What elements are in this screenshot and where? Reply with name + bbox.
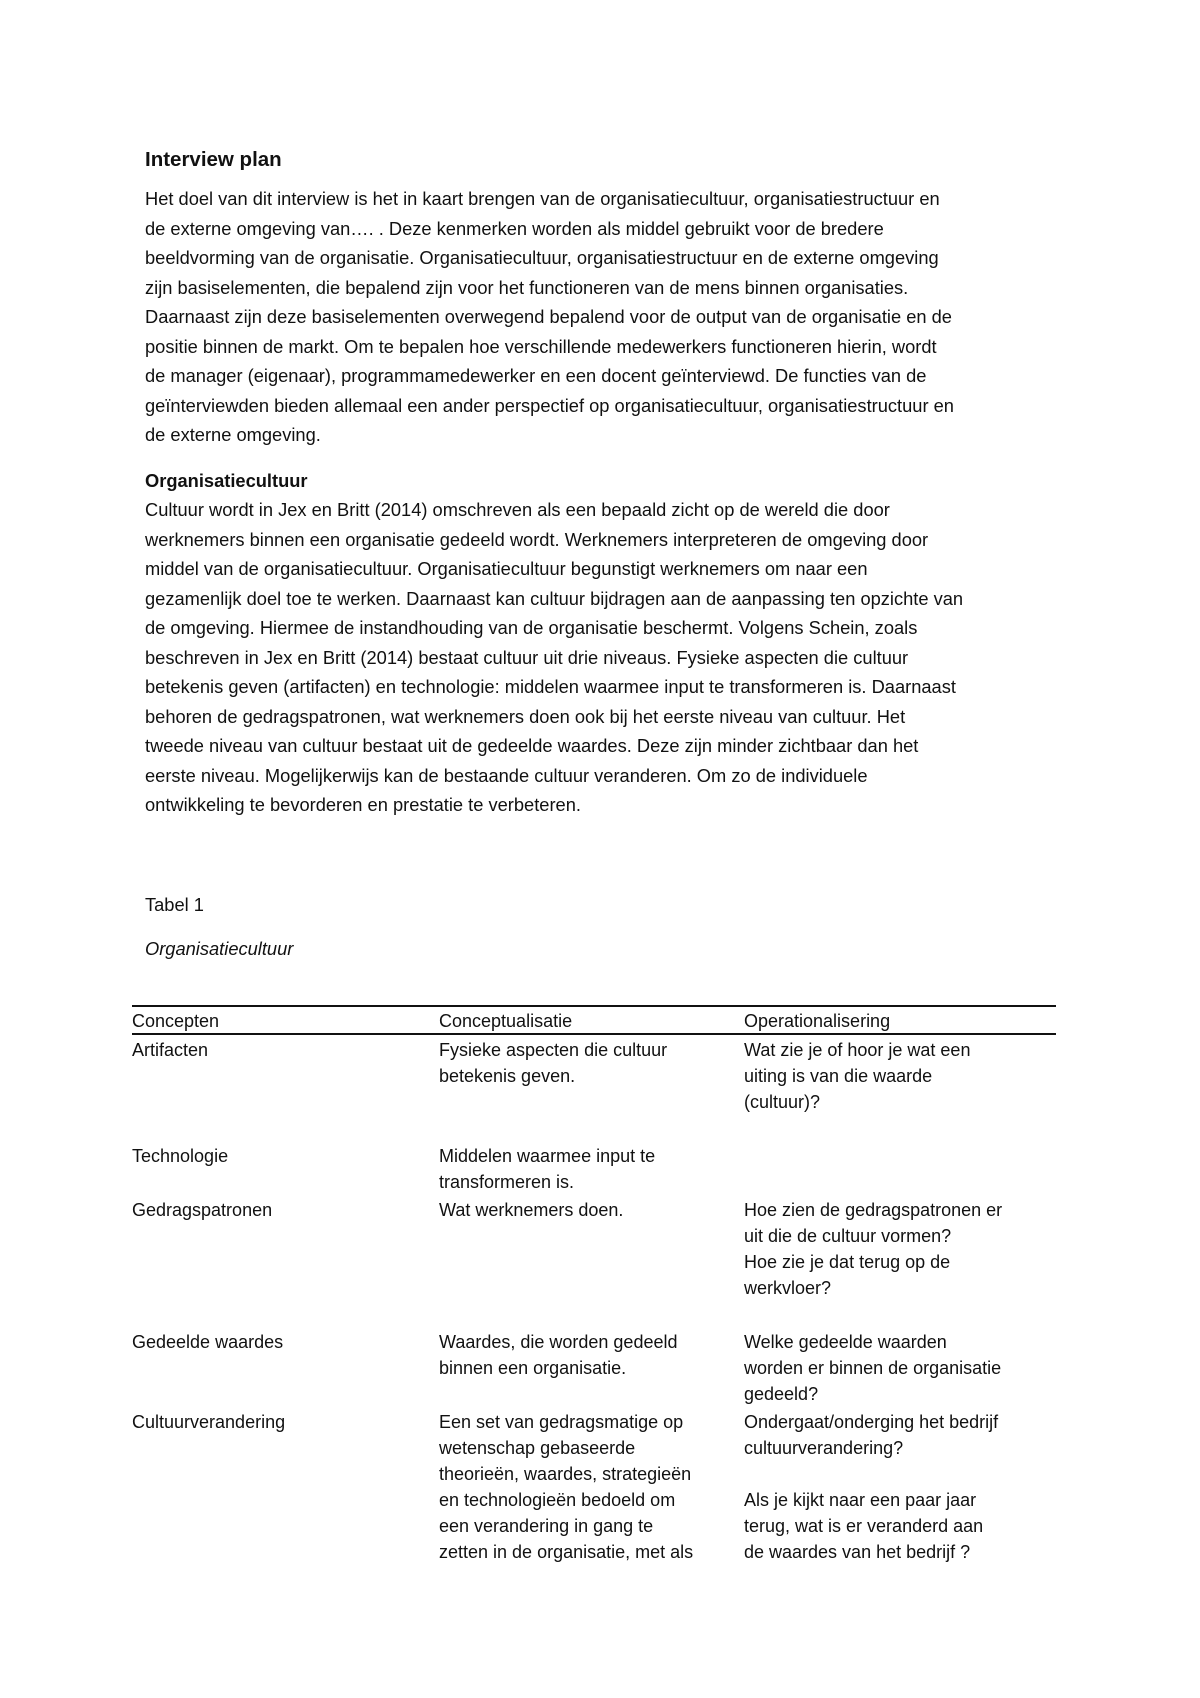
intro-line: Daarnaast zijn deze basiselementen overwegend bepalend voor de output van de organisatie en de [145, 306, 952, 327]
cell-concept [132, 1327, 439, 1407]
cell-text: gedeeld? [744, 1384, 819, 1404]
cell-text: Artifacten [132, 1040, 209, 1060]
cell-concept [132, 1141, 439, 1195]
cell-text: Wat zie je of hoor je wat een [744, 1040, 971, 1060]
header-conceptualisatie: Conceptualisatie [439, 1006, 744, 1034]
cell-text: werkvloer? [744, 1278, 832, 1298]
cell-text: de waardes van het bedrijf ? [744, 1542, 971, 1562]
cell-text: Hoe zie je dat terug op de [744, 1252, 951, 1272]
cell-text: cultuurverandering? [744, 1438, 904, 1458]
cell-conceptualisatie [439, 1407, 744, 1565]
cell-text: Middelen waarmee input te [439, 1146, 656, 1166]
cell-conceptualisatie [439, 1195, 744, 1327]
table-row [132, 1327, 1056, 1407]
cell-text: Ondergaat/onderging het bedrijf [744, 1412, 999, 1432]
cell-text: terug, wat is er veranderd aan [744, 1516, 984, 1536]
organisatiecultuur-table [132, 1005, 1056, 1565]
intro-line: de externe omgeving van…. . Deze kenmerken worden als middel gebruikt voor de bredere [145, 217, 884, 239]
table-caption: Organisatiecultuur [145, 938, 294, 959]
section-line: Cultuur wordt in Jex en Britt (2014) omschreven als een bepaald zicht op de wereld die door [145, 499, 890, 520]
cell-text: Gedragspatronen [132, 1200, 273, 1220]
cell-text: Hoe zien de gedragspatronen er [744, 1200, 1003, 1220]
intro-line: Het doel van dit interview is het in kaart brengen van de organisatiecultuur, organisatiestructuur en [145, 188, 940, 209]
table-row [132, 1141, 1056, 1195]
table-header-row [132, 1006, 1056, 1034]
table-row [132, 1195, 1056, 1327]
cell-concept [132, 1034, 439, 1141]
intro-line: de manager (eigenaar), programmamedewerker en een docent geïnterviewd. De functies van de [145, 365, 927, 386]
intro-line: zijn basiselementen, die bepalend zijn voor het functioneren van de mens binnen organisaties. [145, 276, 909, 298]
header-concepten: Concepten [132, 1006, 439, 1034]
cell-operationalisering [744, 1034, 1056, 1141]
intro-line: de externe omgeving. [145, 424, 321, 445]
cell-text: uit die de cultuur vormen? [744, 1226, 952, 1246]
cell-operationalisering [744, 1407, 1056, 1565]
header-operationalisering: Operationalisering [744, 1006, 1056, 1034]
cell-text: Cultuurverandering [132, 1412, 286, 1432]
cell-text: Wat werknemers doen. [439, 1200, 624, 1220]
section-line: betekenis geven (artifacten) en technologie: middelen waarmee input te transformeren is. Daarnaast [145, 676, 956, 697]
cell-text: Als je kijkt naar een paar jaar [744, 1490, 977, 1510]
cell-text: transformeren is. [439, 1172, 575, 1192]
cell-conceptualisatie [439, 1034, 744, 1141]
section-line: ontwikkeling te bevorderen en prestatie te verbeteren. [145, 794, 581, 815]
cell-text: Technologie [132, 1146, 229, 1166]
cell-text: Welke gedeelde waarden [744, 1332, 947, 1352]
cell-operationalisering [744, 1195, 1056, 1327]
cell-conceptualisatie [439, 1141, 744, 1195]
document-page [145, 142, 1057, 964]
cell-text: zetten in de organisatie, met als [439, 1542, 694, 1562]
section-line: beschreven in Jex en Britt (2014) bestaat cultuur uit drie niveaus. Fysieke aspecten die cultuur [145, 646, 909, 668]
section-heading: Organisatiecultuur [145, 469, 308, 491]
cell-text: binnen een organisatie. [439, 1358, 627, 1378]
section-line: werknemers binnen een organisatie gedeeld wordt. Werknemers interpreteren de omgeving door [145, 528, 929, 550]
table-row [132, 1034, 1056, 1141]
section-line: de omgeving. Hiermee de instandhouding van de organisatie beschermt. Volgens Schein, zoals [145, 617, 918, 638]
cell-text: wetenschap gebaseerde [439, 1438, 636, 1458]
section-paragraph [145, 495, 1057, 820]
cell-text: (cultuur)? [744, 1092, 821, 1112]
intro-line: beeldvorming van de organisatie. Organisatiecultuur, organisatiestructuur en de externe omgeving [145, 247, 939, 268]
cell-concept [132, 1407, 439, 1565]
cell-text: Een set van gedragsmatige op [439, 1412, 684, 1432]
intro-paragraph [145, 184, 1057, 450]
cell-text: betekenis geven. [439, 1066, 576, 1086]
document-title: Interview plan [145, 148, 282, 171]
table-label: Tabel 1 [145, 893, 204, 915]
table-row [132, 1407, 1056, 1565]
cell-text: uiting is van die waarde [744, 1066, 933, 1086]
cell-text: Waardes, die worden gedeeld [439, 1332, 678, 1352]
section-line: middel van de organisatiecultuur. Organisatiecultuur begunstigt werknemers om naar een [145, 558, 868, 579]
cell-concept [132, 1195, 439, 1327]
cell-text: en technologieën bedoeld om [439, 1490, 676, 1510]
cell-operationalisering [744, 1141, 1056, 1195]
cell-text: theorieën, waardes, strategieën [439, 1464, 692, 1484]
intro-line: positie binnen de markt. Om te bepalen hoe verschillende medewerkers functioneren hierin, wordt [145, 335, 937, 357]
cell-conceptualisatie [439, 1327, 744, 1407]
cell-text: een verandering in gang te [439, 1516, 654, 1536]
section-line: behoren de gedragspatronen, wat werknemers doen ook bij het eerste niveau van cultuur. Het [145, 705, 906, 727]
cell-text: worden er binnen de organisatie [744, 1358, 1002, 1378]
cell-text: Fysieke aspecten die cultuur [439, 1040, 668, 1060]
section-line: eerste niveau. Mogelijkerwijs kan de bestaande cultuur veranderen. Om zo de individuele [145, 764, 868, 786]
intro-line: geïnterviewden bieden allemaal een ander perspectief op organisatiecultuur, organisatiestructuur en [145, 394, 954, 416]
section-line: tweede niveau van cultuur bestaat uit de gedeelde waardes. Deze zijn minder zichtbaar dan het [145, 735, 919, 756]
cell-text: Gedeelde waardes [132, 1332, 284, 1352]
section-line: gezamenlijk doel toe te werken. Daarnaast kan cultuur bijdragen aan de aanpassing ten opzichte van [145, 587, 964, 609]
cell-operationalisering [744, 1327, 1056, 1407]
